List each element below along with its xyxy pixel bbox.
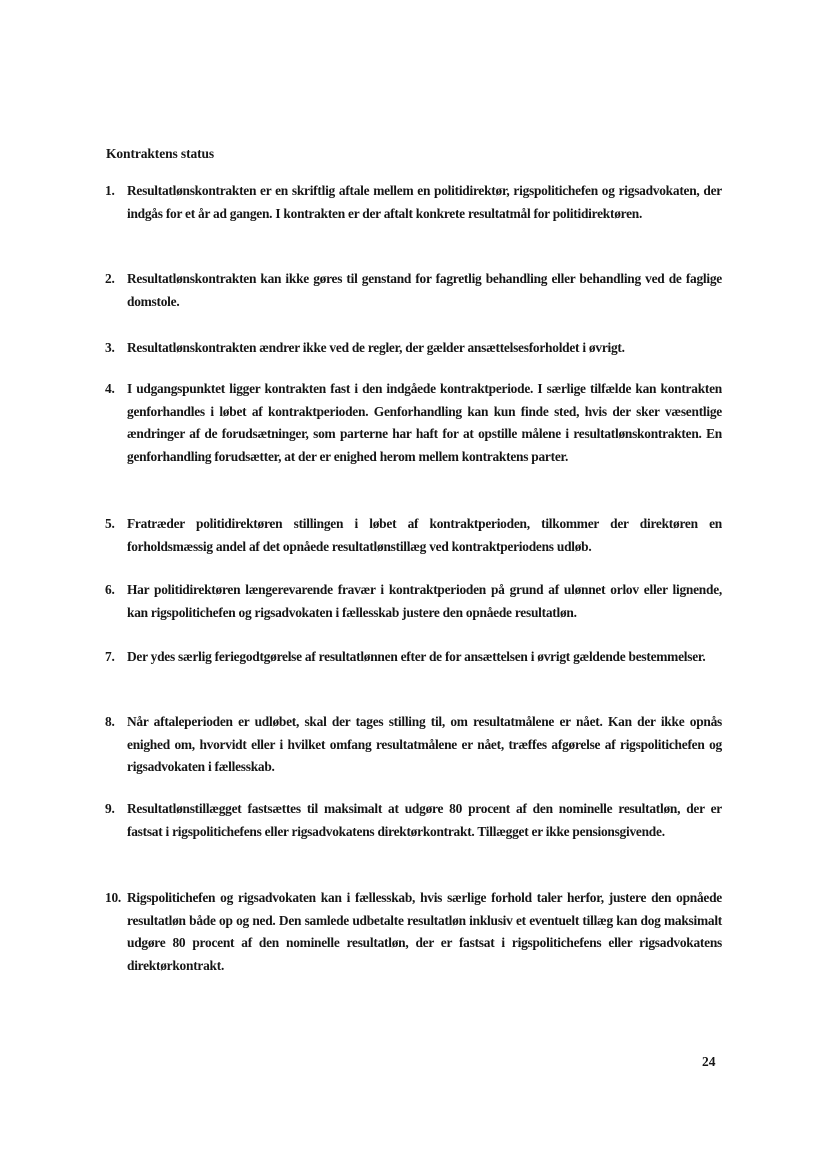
list-item — [105, 887, 722, 977]
item-text: Har politidirektøren længerevarende fravær i kontraktperioden på grund af ulønnet orlov eller lignende, kan rigspolitichefen og rigsadvokaten i fællesskab justere den opnåede resultatløn. — [127, 582, 722, 620]
item-number: 8. — [105, 714, 115, 729]
list-item — [105, 378, 722, 468]
item-text: Resultatlønskontrakten er en skriftlig aftale mellem en politidirektør, rigspolitichefen og rigsadvokaten, der indgås for et år ad gangen. I kontrakten er der aftalt konkrete resultatmål for politidirektøren. — [127, 183, 722, 221]
item-number: 6. — [105, 582, 115, 597]
item-number: 10. — [105, 890, 121, 905]
list-item — [105, 711, 722, 779]
list-item — [105, 646, 722, 669]
list-item — [105, 268, 722, 313]
list-item — [105, 513, 722, 558]
item-number: 1. — [105, 183, 115, 198]
item-text: Når aftaleperioden er udløbet, skal der tages stilling til, om resultatmålene er nået. Kan der ikke opnås enighed om, hvorvidt eller i hvilket omfang resultatmålene er nået, træffes afgørelse af rigspolitichefen og rigsadvokaten i fællesskab. — [127, 714, 722, 774]
item-text: I udgangspunktet ligger kontrakten fast i den indgåede kontraktperiode. I særlige tilfælde kan kontrakten genforhandles i løbet af kontraktperioden. Genforhandling kan kun finde sted, hvis der sker væsentlige ændringer af de forudsætninger, som parterne har haft for at opstille målene i resultatlønskontrakten. En genforhandling forudsætter, at der er enighed herom mellem kontraktens parter. — [127, 381, 722, 464]
item-text: Resultatlønskontrakten ændrer ikke ved de regler, der gælder ansættelsesforholdet i øvrigt. — [127, 340, 625, 355]
list-item — [105, 579, 722, 624]
item-text: Fratræder politidirektøren stillingen i løbet af kontraktperioden, tilkommer der direktøren en forholdsmæssig andel af det opnåede resultatlønstillæg ved kontraktperiodens udløb. — [127, 516, 722, 554]
page-number: 24 — [702, 1054, 716, 1069]
section-heading: Kontraktens status — [106, 146, 215, 161]
list-item — [105, 798, 722, 843]
item-number: 7. — [105, 649, 115, 664]
item-text: Rigspolitichefen og rigsadvokaten kan i fællesskab, hvis særlige forhold taler herfor, justere den opnåede resultatløn både op og ned. Den samlede udbetalte resultatløn inklusiv et eventuelt tillæg kan dog maksimalt udgøre 80 procent af den nominelle resultatløn, der er fastsat i rigspolitichefens eller rigsadvokatens direktørkontrakt. — [127, 890, 722, 973]
item-text: Resultatlønstillægget fastsættes til maksimalt at udgøre 80 procent af den nominelle resultatløn, der er fastsat i rigspolitichefens eller rigsadvokatens direktørkontrakt. Tillægget er ikke pensionsgivende. — [127, 801, 722, 839]
list-item — [105, 180, 722, 225]
item-number: 3. — [105, 340, 115, 355]
item-number: 9. — [105, 801, 115, 816]
list-item — [105, 337, 722, 360]
item-number: 5. — [105, 516, 115, 531]
item-number: 4. — [105, 381, 115, 396]
item-number: 2. — [105, 271, 115, 286]
item-text: Der ydes særlig feriegodtgørelse af resultatlønnen efter de for ansættelsen i øvrigt gældende bestemmelser. — [127, 649, 706, 664]
item-text: Resultatlønskontrakten kan ikke gøres til genstand for fagretlig behandling eller behandling ved de faglige domstole. — [127, 271, 722, 309]
